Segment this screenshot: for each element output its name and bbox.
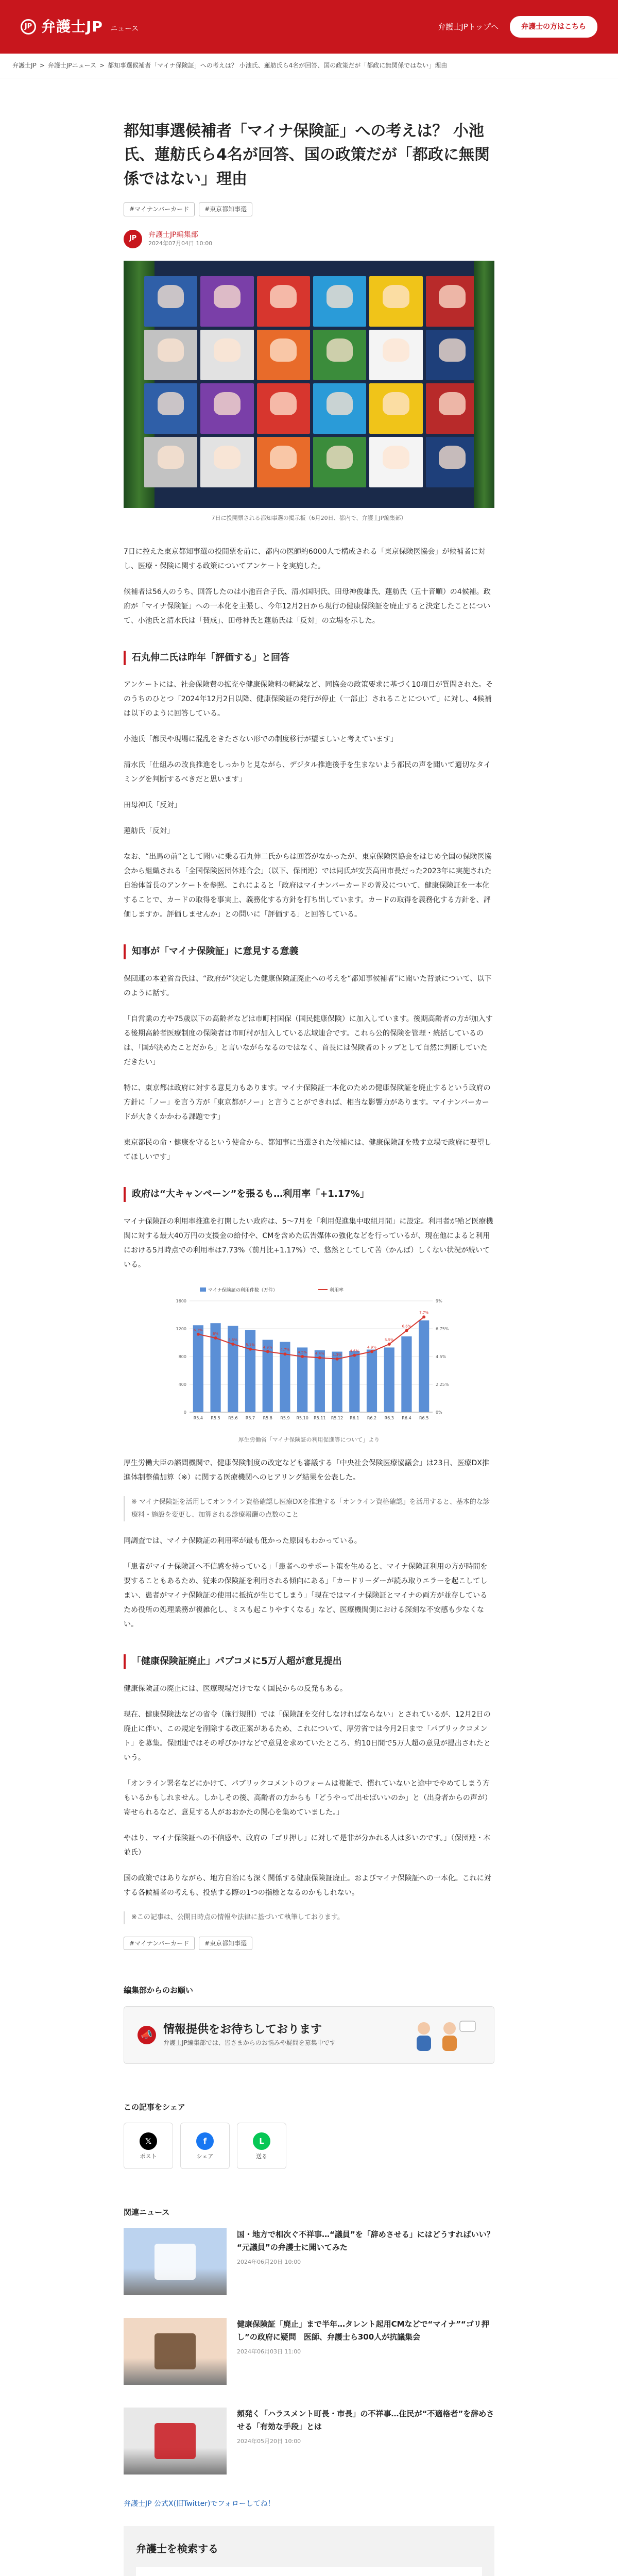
paragraph: 同調査では、マイナ保険証の利用率が最も低かった原因もわかっている。	[124, 1537, 362, 1546]
rate-data-label: 4.7%	[280, 1348, 290, 1352]
y2-tick-label: 0%	[436, 1410, 442, 1415]
lawyer-cta-button[interactable]: 弁護士の方はこちら	[510, 16, 597, 38]
rate-point	[422, 1315, 425, 1318]
rate-point	[197, 1333, 200, 1336]
rate-data-label: 7.7%	[419, 1311, 429, 1315]
tag-link[interactable]: #東京都知事選	[199, 1937, 252, 1950]
bar	[384, 1347, 394, 1412]
y-tick-label: 800	[178, 1354, 186, 1359]
breadcrumb-separator: >	[99, 62, 105, 69]
campaign-poster	[144, 276, 197, 327]
related-section-title: 関連ニュース	[124, 2208, 170, 2217]
paragraph: 現在、健康保険法などの省令（施行規則）では「保険証を交付しなければならない」とされているが、12月2日の廃止に伴い、この規定を削除する改正案があるため、これについて、厚労省では今月2日まで「パブリックコメント」を募集。保団連ではその呼びかけなどで意見を求めていたところ、約10日間で5万人超の意見が提出されたという。	[124, 1710, 491, 1762]
people-illustration	[398, 2017, 480, 2053]
rate-point	[301, 1355, 304, 1358]
legend-label: 利用率	[330, 1287, 344, 1293]
x-tick-label: R5.11	[314, 1415, 326, 1420]
bar	[315, 1350, 325, 1412]
paragraph: マイナ保険証の利用率推進を打開したい政府は、5〜7月を「利用促進集中取組月間」に設定。利用者が殆ど医療機関に対する最大40万円の支援金の給付や、CMを含めた広告媒体の強化などを行っているが、現在他によると利用における5月時点での利用率は7.73%（前月比+1.17%）で、悠然としてして苦（かんば）しくない状況が続いている。	[124, 1217, 493, 1269]
paragraph: やはり、マイナ保険証への不信感や、政府の「ゴリ押し」に対して是非が分かれる人は多いのです。」（保団連・本並氏）	[124, 1834, 491, 1857]
notice-subtitle: 弁護士JP編集部では、皆さまからのお悩みや疑問を募集中です	[163, 2039, 336, 2046]
paragraph: 国の政策ではありながら、地方自治にも深く関係する健康保険証廃止。およびマイナ保険証への一本化。これに対する各候補者の考えも、投票する際の1つの指標となるのかもしれない。	[124, 1874, 491, 1897]
paragraph: 「患者がマイナ保険証へ不信感を持っている」「患者へのサポート策を生めると、マイナ保険証利用の方が時間を要することもあるため、従来の保険証を利用される傾向にある」「カードリーダーが読み取りエラーを起こしてしまい、患者がマイナ保険証の使用に抵抗が生じてしまう」「現在ではマイナ保険証とマイナの両方が並存しているため役所の処理業務が複雑化し、ミスも起こりやすくなる」など、医療機関側における深刻な不安感も少なくない。	[124, 1563, 488, 1629]
x-tick-label: R6.4	[402, 1415, 411, 1420]
logo-text: 弁護士JP	[41, 18, 103, 36]
campaign-poster	[144, 437, 197, 487]
rate-point	[283, 1352, 286, 1355]
campaign-poster	[369, 276, 422, 327]
x-tick-label: R6.2	[367, 1415, 377, 1420]
share-label: ポスト	[140, 2153, 157, 2160]
hero-image	[124, 261, 494, 508]
campaign-poster	[426, 276, 479, 327]
info-request-banner[interactable]	[124, 2006, 494, 2064]
x-tick-label: R5.9	[280, 1415, 290, 1420]
search-by-pref	[136, 2567, 482, 2576]
x-tick-label: R6.1	[350, 1415, 359, 1420]
campaign-poster	[313, 383, 366, 434]
share-label: シェア	[196, 2153, 214, 2160]
rate-data-label: 5.5%	[228, 1337, 238, 1342]
article-title: 都知事選候補者「マイナ保険証」への考えは？ 小池氏、蓮舫氏ら4名が回答、国の政策だが「都政に無関係ではない」理由	[124, 122, 490, 188]
hero-caption: 7日に投開票される都知事選の掲示板（6月20日、都内で、弁護士JP編集部）	[211, 514, 407, 521]
y-tick-label: 1600	[176, 1298, 186, 1303]
paragraph: 小池氏「都民や現場に混乱をきたさない形での制度移行が望ましいと考えています」	[124, 735, 398, 744]
rate-data-label: 6.3%	[193, 1328, 203, 1332]
notice-section-title: 編集部からのお願い	[124, 1986, 194, 1995]
breadcrumb-item[interactable]: 弁護士JPニュース	[47, 62, 97, 69]
legend-label: マイナ保険証の利用件数（万件）	[208, 1287, 278, 1293]
notice-title: 情報提供をお待ちしております	[163, 2023, 322, 2037]
rate-point	[266, 1350, 269, 1353]
paragraph: アンケートには、社会保険費の拡充や健康保険料の軽減など、同協会の政策要求に基づく10項目が質問された。そのうちのひとつ「2024年12月2日以降、健康保険証の発行が停止（一部止）されることについて」に対し、4候補は以下のように回答している。	[124, 681, 493, 718]
note-text: ※ マイナ保険証を活用してオンライン資格確認し医療DXを推進する「オンライン資格確認」を活用すると、基本的な診療料・施設を変更し、加算される診療報酬の点数のこと	[124, 1496, 494, 1521]
logo-mark-icon: JP	[21, 19, 36, 35]
campaign-poster	[200, 437, 253, 487]
rate-point	[388, 1343, 391, 1346]
bar	[193, 1325, 203, 1412]
thumbnail-figure	[154, 2423, 196, 2459]
usage-chart-svg	[165, 1283, 453, 1433]
related-news-item[interactable]	[124, 2228, 494, 2295]
tag-link[interactable]: #マイナンバーカード	[124, 1937, 195, 1950]
related-thumbnail	[124, 2228, 227, 2295]
header-links	[438, 16, 597, 38]
x-tick-label: R5.5	[211, 1415, 220, 1420]
related-news-item[interactable]	[124, 2318, 494, 2385]
share-button-ポスト[interactable]	[124, 2123, 173, 2169]
campaign-poster	[144, 383, 197, 434]
rate-point	[370, 1350, 373, 1353]
article-tags	[124, 202, 494, 216]
section-heading: 石丸伸二氏は昨年「評価する」と回答	[124, 651, 494, 666]
share-label: 送る	[256, 2153, 267, 2160]
article-body-continued	[124, 1456, 494, 1924]
rate-point	[336, 1358, 339, 1361]
related-title: 国・地方で相次ぐ不祥事…“議員”を「辞めさせる」にはどうすればいい？ “元議員”の弁護士に聞いてみた	[237, 2229, 494, 2252]
paragraph: 厚生労働大臣の諮問機関で、健康保険制度の改定なども審議する「中央社会保険医療協議会」は23日、医療DX推進体制整備加算（※）に関する医療機関へのヒアリング結果を公表した。	[124, 1459, 489, 1482]
bar	[419, 1320, 429, 1412]
related-title: 健康保険証「廃止」まで半年…タレント起用CMなどで“マイナ”“ゴリ押し”の政府に疑問 医師、弁護士ら300人が抗議集会	[237, 2319, 489, 2342]
rate-data-label: 4.5%	[298, 1350, 307, 1354]
article-body	[124, 545, 494, 1272]
note-text: ※この記事は、公開日時点の情報や法律に基づいて執筆しております。	[124, 1911, 494, 1924]
bar	[349, 1351, 359, 1412]
campaign-poster	[257, 330, 310, 380]
y-tick-label: 0	[183, 1410, 186, 1415]
rate-data-label: 4.6%	[350, 1349, 359, 1353]
campaign-poster	[426, 383, 479, 434]
top-page-link[interactable]: 弁護士JPトップへ	[438, 22, 499, 31]
paragraph: 「自営業の方や75歳以下の高齢者などは市町村国保（国民健康保険）に加入しています。後期高齢者の方が加入する後期高齢者医療制度の保険者は市町村が加入している広域連合です。これら公的保険を管理・統括しているのは、「国が決めたことだから」と言いながらなるのではなく、首長には保険者のトップとして自然に判断していただきたい」	[124, 1015, 493, 1067]
follow-x-link[interactable]: 弁護士JP 公式X(旧Twitter)でフォローしてね！	[124, 2499, 275, 2508]
article-container	[124, 78, 494, 2576]
share-button-送る[interactable]	[237, 2123, 286, 2169]
rate-data-label: 5.5%	[384, 1337, 394, 1342]
share-buttons	[124, 2123, 494, 2169]
breadcrumb-item: 都知事選候補者「マイナ保険証」への考えは？ 小池氏、蓮舫氏ら4名が回答、国の政策だが「都政に無関係ではない」理由	[108, 62, 448, 69]
share-button-シェア[interactable]	[180, 2123, 230, 2169]
campaign-poster	[313, 437, 366, 487]
related-title: 頻発く「ハラスメント町長・市長」の不祥事…住民が“不適格者”を辞めさせる「有効な手段」とは	[237, 2409, 494, 2432]
x-tick-label: R6.3	[384, 1415, 394, 1420]
site-logo[interactable]	[21, 13, 139, 40]
campaign-poster	[200, 383, 253, 434]
paragraph: 「オンライン署名などにかけて、パブリックコメントのフォームは複雑で、慣れていないと途中でやめてしまう方もいるかもしれません。しかしその後、高齢者の方からも「どうやって出せばいいのか」と（出身者からの声が）寄せられるなど、意見する人がおおかたの関心を集めていました。」	[124, 1780, 492, 1817]
legend-swatch-bar	[200, 1287, 206, 1292]
paragraph: 清水氏「仕組みの改良推進をしっかりと見ながら、デジタル推進後手を生まないよう都民の声を聞いて適切なタイミングを判断するべきだと思います」	[124, 761, 491, 784]
section-heading: 知事が「マイナ保険証」に意見する意義	[124, 944, 494, 959]
rate-point	[405, 1329, 408, 1332]
author-avatar: JP	[124, 230, 142, 248]
usage-chart	[124, 1283, 494, 1446]
bar	[280, 1342, 290, 1412]
x-tick-label: R5.10	[296, 1415, 308, 1420]
x-tick-label: R5.8	[263, 1415, 272, 1420]
search-title: 弁護士を検索する	[136, 2543, 218, 2555]
megaphone-icon: 📣	[138, 2026, 156, 2044]
x-tick-label: R5.6	[228, 1415, 238, 1420]
rate-data-label: 4.3%	[332, 1352, 342, 1357]
paragraph: 候補者は56人のうち、回答したのは小池百合子氏、清水国明氏、田母神俊雄氏、蓮舫氏（五十音順）の4候補。政府が「マイナ保険証」への一本化を主張し、今年12月2日から現行の健康保険証を廃止すると決定したことについて、小池氏と清水氏は「賛成」、田母神氏と蓮舫氏は「反対」の立場を示した。	[124, 587, 491, 625]
paragraph: 蓮舫氏「反対」	[124, 827, 174, 836]
thumbnail-figure	[154, 2333, 196, 2369]
campaign-poster	[313, 276, 366, 327]
tag-link[interactable]: #東京都知事選	[199, 202, 252, 216]
section-heading: 「健康保険証廃止」パブコメに5万人超が意見提出	[124, 1654, 494, 1669]
tag-link[interactable]: #マイナンバーカード	[124, 202, 195, 216]
paragraph: 健康保険証の廃止には、医療現場だけでなく国民からの反発もある。	[124, 1685, 347, 1693]
rate-point	[353, 1354, 356, 1357]
campaign-poster	[257, 437, 310, 487]
share-section-title: この記事をシェア	[124, 2102, 185, 2112]
article-tags-bottom	[124, 1937, 494, 1950]
paragraph: 田母神氏「反対」	[124, 801, 181, 810]
campaign-poster	[369, 437, 422, 487]
section-heading: 政府は“大キャンペーン”を張るも…利用率「+1.17%」	[124, 1187, 494, 1202]
related-thumbnail	[124, 2408, 227, 2475]
y-tick-label: 1200	[176, 1326, 186, 1331]
campaign-poster	[426, 330, 479, 380]
bar	[367, 1349, 377, 1412]
rate-data-label: 5.1%	[246, 1343, 255, 1347]
y2-tick-label: 4.5%	[436, 1354, 447, 1359]
lawyer-search	[124, 2526, 494, 2576]
rate-data-label: 4.4%	[315, 1351, 324, 1356]
share-icon: 𝕏	[140, 2132, 157, 2150]
campaign-poster	[426, 437, 479, 487]
thumbnail-figure	[154, 2244, 196, 2280]
paragraph: なお、“出馬の前”として聞いに乗る石丸伸二氏からは回答がなかったが、東京保険医協会をはじめ全国の保険医協会から組織される「全国保険医団体連合会」（以下、保団連）では同氏が安芸高田市長だった2023年に実施された自治体首長のアンケートを参照。これによると「政府はマイナンバーカードの普及について、健康保険証を一本化することで、カードの取得を事実上、義務化する方針を打ち出しています。カードの取得を義務化する方針を、評価しますか。評価しませんか」との問いに「評価する」と回答している。	[124, 853, 492, 919]
rate-point	[318, 1356, 321, 1359]
breadcrumb-item[interactable]: 弁護士JP	[12, 62, 37, 69]
y-tick-label: 400	[178, 1382, 186, 1387]
author-block	[124, 230, 494, 248]
breadcrumb-separator: >	[39, 62, 45, 69]
paragraph: 東京都民の命・健康を守るという使命から、都知事に当選された候補には、健康保険証を残す立場で政府に要望してほしいです」	[124, 1139, 491, 1162]
campaign-poster	[200, 276, 253, 327]
campaign-poster	[313, 330, 366, 380]
publish-date: 2024年07月04日 10:00	[148, 240, 213, 247]
campaign-poster	[257, 383, 310, 434]
x-tick-label: R5.4	[193, 1415, 203, 1420]
bar	[332, 1352, 342, 1412]
x-tick-label: R5.12	[331, 1415, 344, 1420]
campaign-poster	[144, 330, 197, 380]
rate-data-label: 4.9%	[367, 1345, 376, 1350]
campaign-poster	[200, 330, 253, 380]
campaign-poster	[369, 330, 422, 380]
rate-point	[231, 1343, 234, 1346]
paragraph: 特に、東京都は政府に対する意見力もあります。マイナ保険証一本化のための健康保険証を廃止するという政府の方針に「ノー」を言う方が「東京都がノー」と言うことができれば、相当な影響力があります。マイナンバーカードが大きくかかわる課題です」	[124, 1084, 491, 1122]
chart-caption: 厚生労働省「マイナ保険証の利用促進等について」より	[238, 1436, 380, 1443]
breadcrumb	[0, 54, 618, 78]
author-name[interactable]: 弁護士JP編集部	[148, 231, 198, 240]
x-tick-label: R6.5	[419, 1415, 429, 1420]
y2-tick-label: 9%	[436, 1298, 442, 1303]
poster-board	[144, 276, 479, 487]
related-news-list	[124, 2228, 494, 2475]
related-thumbnail	[124, 2318, 227, 2385]
rate-data-label: 6%	[213, 1331, 219, 1336]
paragraph: 保団連の本並省吾氏は、“政府が”決定した健康保険証廃止への考えを“都知事候補者”に聞いた背景について、以下のように話す。	[124, 975, 492, 998]
related-date: 2024年06月20日 10:00	[237, 2258, 301, 2265]
related-date: 2024年06月03日 11:00	[237, 2348, 301, 2355]
rate-point	[214, 1336, 217, 1340]
rate-data-label: 4.9%	[263, 1345, 272, 1350]
campaign-poster	[369, 383, 422, 434]
bar	[401, 1336, 411, 1412]
rate-data-label: 6.6%	[402, 1324, 411, 1329]
paragraph: 7日に控えた東京都知事選の投開票を前に、都内の医師約6000人で構成される「東京保険医協会」が候補者に対し、医療・保険に関する政策についてアンケートを実施した。	[124, 547, 486, 570]
related-date: 2024年05月20日 10:00	[237, 2437, 301, 2445]
share-icon: L	[253, 2132, 270, 2150]
y2-tick-label: 2.25%	[436, 1382, 449, 1387]
site-header	[0, 0, 618, 54]
related-news-item[interactable]	[124, 2408, 494, 2475]
logo-sub: ニュース	[110, 24, 139, 33]
campaign-poster	[257, 276, 310, 327]
y2-tick-label: 6.75%	[436, 1326, 449, 1331]
share-icon: f	[196, 2132, 214, 2150]
rate-point	[249, 1348, 252, 1351]
x-tick-label: R5.7	[245, 1415, 255, 1420]
tree-shape	[474, 261, 494, 508]
bar	[245, 1330, 255, 1412]
